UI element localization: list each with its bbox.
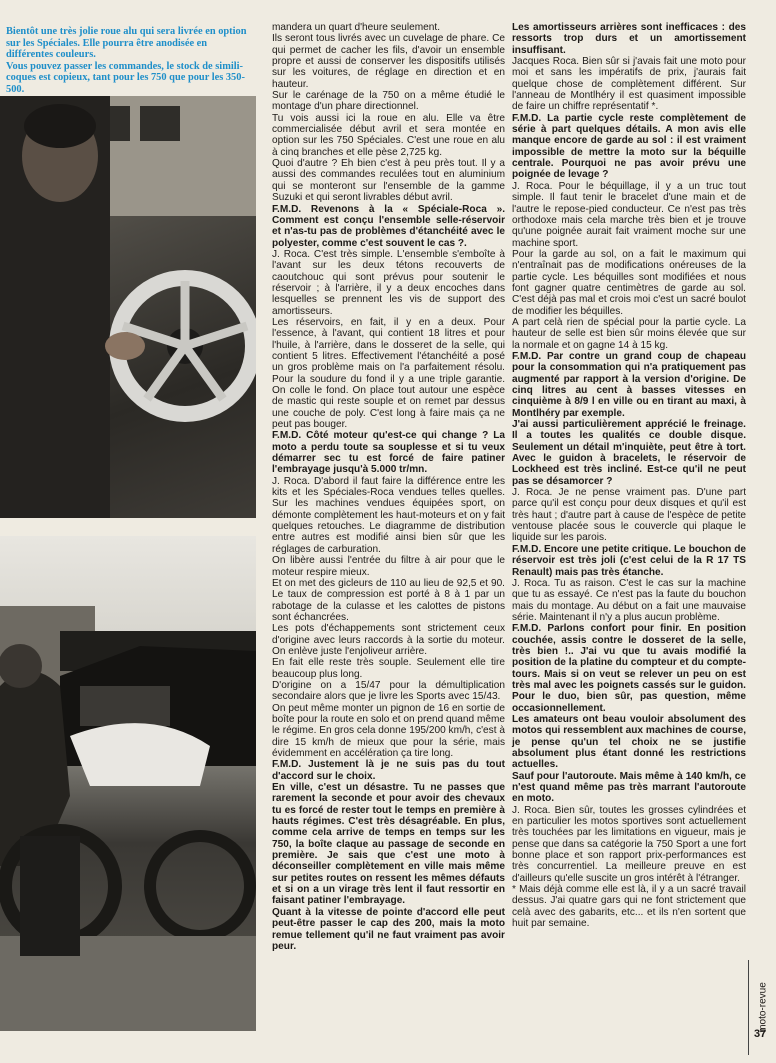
- paragraph: F.M.D. Côté moteur qu'est-ce qui change ? La moto a perdu toute sa souplesse et si tu veux démarrer sec tu est forcé de faire patiner l'embrayage jusqu'à 5.000 tr/mn.: [272, 430, 505, 476]
- photo-man-holding-wheel: [0, 96, 256, 518]
- paragraph: Quoi d'autre ? Eh bien c'est à peu près tout. Il y a aussi des commandes reculées tout en aluminium qui se monteront sur l'ensemble de la gamme Suzuki et qui seront livrables début avril.: [272, 158, 505, 204]
- paragraph: J. Roca. Je ne pense vraiment pas. D'une part parce qu'il est conçu pour deux disques et qu'il est très haut ; d'autre part à cause de l'espèce de petite ventouse placée sous le couvercle qui plaque le liquide sur les parois.: [512, 487, 746, 544]
- paragraph: En ville, c'est un désastre. Tu ne passes que rarement la seconde et pour avoir des chevaux tu es forcé de rester tout le temps en première à hauts régimes. C'est très désagréable. En plus, comme cela arrive de temps en temps sur les 750, la boîte claque au passage de seconde en première. Je sais que c'est une moto à déconseiller complètement en ville mais même sur petites routes on ressent les mêmes défauts et si on a un virage très lent il faut ressortir en faisant patiner l'embrayage.: [272, 782, 505, 907]
- paragraph: On libère aussi l'entrée du filtre à air pour que le moteur respire mieux.: [272, 555, 505, 578]
- paragraph: Tu vois aussi ici la roue en alu. Elle va être commercialisée début avril et sera montée en option sur les 750 Spéciales. C'est une roue en alu à cinq branches et elle pèse 2,725 kg.: [272, 112, 505, 158]
- photo-rider-on-motorcycle: [0, 536, 256, 1031]
- sidebar-rule: [748, 960, 749, 1055]
- article-column-3: [512, 22, 746, 930]
- magazine-name: moto-revue: [757, 982, 769, 1033]
- paragraph: F.M.D. Parlons confort pour finir. En position couchée, assis contre le dosseret de la selle, très bien !.. J'ai vu que tu avais modifié la position de la platine du compteur et du compte-tours. Mais si on veut se relever un peu on est très mal avec les poignets cassés sur le guidon. Pour le duo, bien sûr, pas question, même occasionnellement.: [512, 623, 746, 714]
- paragraph: Les amateurs ont beau vouloir absolument des motos qui ressemblent aux machines de course, je pense qu'un tel choix ne se justifie absolument plus étant donné les restrictions actuelles.: [512, 713, 746, 771]
- paragraph: Sauf pour l'autoroute. Mais même à 140 km/h, ce n'est quand même pas très marrant l'autoroute en moto.: [512, 770, 746, 805]
- paragraph: J'ai aussi particulièrement apprécié le freinage. Il a toutes les qualités ce double disque. Seulement un détail m'inquiète, peut être à tort. Avec le guidon à bracelets, le réservoir de Lockheed est très incliné. Est-ce qu'il ne peut pas se désamorcer ?: [512, 419, 746, 487]
- motorcycle-photo-illustration: [0, 536, 256, 1031]
- caption-line-1: Bientôt une très jolie roue alu qui sera livrée en option sur les Spéciales. Elle pourra être anodisée en différentes couleurs.: [6, 26, 247, 61]
- article-column-2: [272, 22, 505, 952]
- wheel-photo-illustration: [0, 96, 256, 518]
- paragraph: Quant à la vitesse de pointe d'accord elle peut peut-être passer le cap des 200, mais la moto remue tellement qu'il ne faut vraiment pas avoir peur.: [272, 906, 505, 952]
- paragraph: Les amortisseurs arrières sont inefficaces : des ressorts trop durs et un amortissement insuffisant.: [512, 22, 746, 56]
- paragraph: J. Roca. Bien sûr, toutes les grosses cylindrées et en particulier les motos sportives sont actuellement très touchées par les limitations en vigueur, mais je pense que dans sa catégorie la 750 Sport a une fort bonne place et son rapport prix-performances est très concurrentiel. La meilleure preuve en est d'ailleurs qu'elle suscite un gros intérêt à l'étranger.: [512, 804, 746, 884]
- paragraph: * Mais déjà comme elle est là, il y a un sacré travail dessus. J'ai quatre gars qui ne font strictement que celà avec des gabarits, etc... et ils n'en sortent que huit par semaine.: [512, 884, 746, 930]
- paragraph: mandera un quart d'heure seulement.: [272, 22, 441, 33]
- paragraph: Et on met des gicleurs de 110 au lieu de 92,5 et 90. Le taux de compression est porté à 8 à 1 par un rabotage de la culasse et les calottes de pistons sont échancrées.: [272, 577, 505, 623]
- paragraph: J. Roca. Tu as raison. C'est le cas sur la machine que tu as essayé. Ce n'est pas la faute du bouchon mais du montage. Au début on a fait une mauvaise série. Maintenant il n'y a plus aucun problème.: [512, 577, 746, 623]
- paragraph: F.M.D. Par contre un grand coup de chapeau pour la consommation qui n'a pratiquement pas augmenté par rapport à la version d'origine. De cinq litres au cent à basses vitesses en cinquième à 8/9 l en ville ou en tirant au maxi, à Montlhéry par exemple.: [512, 350, 746, 419]
- paragraph: Pour la garde au sol, on a fait le maximum qui n'entraînait pas de modifications onéreuses de la partie cycle. Les béquilles sont modifiées et nous font gagner quatre centimètres de garde au sol. C'est déjà pas mal et crois moi c'est un sacré boulot de modifier les béquilles.: [512, 248, 746, 317]
- paragraph: J. Roca. D'abord il faut faire la différence entre les kits et les Spéciales-Roca vendues telles quelles. Sur les machines vendues équipées sport, on démonte complètement les haut-moteurs et on y fait quelques retouches. Le diagramme de distribution entre autres est modifié ainsi bien sûr que les réglages de carburation.: [272, 475, 505, 555]
- paragraph: Jacques Roca. Bien sûr si j'avais fait une moto pour moi et sans les impératifs de prix, j'aurais fait quelque chose de complètement différent. Sur l'anneau de Montlhéry il est quasiment impossible de faire un chiffre représentatif *.: [512, 56, 746, 113]
- paragraph: Les pots d'échappements sont strictement ceux d'origine avec leurs raccords à la sortie du moteur. On enlève juste l'enjoliveur arrière.: [272, 623, 505, 657]
- paragraph: F.M.D. Encore une petite critique. Le bouchon de réservoir est très joli (c'est celui de la R 17 TS Renault) mais pas très étanche.: [512, 543, 746, 578]
- paragraph: A part celà rien de spécial pour la partie cycle. La hauteur de selle est bien sûr moins élevée que sur la normale et on gagne 14 à 15 kg.: [512, 316, 746, 351]
- paragraph: F.M.D. Revenons à la « Spéciale-Roca ». Comment est conçu l'ensemble selle-réservoir et n'as-tu pas de problèmes d'étanchéité avec le polyester, comme c'est souvent le cas ?.: [272, 203, 505, 249]
- caption-line-2: Vous pouvez passer les commandes, le stock de simili-coques est copieux, tant pour les 750 que pour les 350-500.: [6, 60, 245, 95]
- paragraph: Ils seront tous livrés avec un cuvelage de phare. Ce qui permet de cacher les fils, d'avoir un ensemble propre et aussi de conserver les dispositifs utilisés sur les voitures, de réglage en direction et en hauteur.: [272, 33, 505, 90]
- paragraph: D'origine on a 15/47 pour la démultiplication secondaire alors que je livre les Sports avec 15/43.: [272, 679, 505, 703]
- paragraph: Sur le carénage de la 750 on a même étudié le montage d'un phare directionnel.: [272, 90, 505, 113]
- paragraph: F.M.D. La partie cycle reste complètement de série à part quelques détails. A mon avis elle manque encore de garde au sol : il est vraiment impossible de mettre la moto sur la béquille centrale. Pourquoi ne pas avoir prévu une poignée de levage ?: [512, 112, 746, 181]
- paragraph: Les réservoirs, en fait, il y en a deux. Pour l'essence, à l'avant, qui contient 18 litres et pour l'huile, à l'arrière, dans le dosseret de la selle, qui contient 5 litres. Effectivement l'étanchéité a posé un gros problème mais on l'a parfaitement résolu. Pour la soudure du fond il y a une triple garantie. On colle le fond. On place tout autour une espèce de mastic qui reste souple et on remet par dessus une couche de poly. C'est long à faire mais ça ne peut pas bouger.: [272, 316, 505, 431]
- page-number: 37: [754, 1028, 767, 1040]
- photo-caption: [6, 26, 256, 96]
- paragraph: On peut même monter un pignon de 16 en sortie de boîte pour la route en solo et on prend quand même le régime. En gros cela donne 195/200 km/h, c'est à dire 15 km/h de mieux que pour la série, mais évidemment en accélération ça tire long.: [272, 702, 505, 759]
- paragraph: F.M.D. Justement là je ne suis pas du tout d'accord sur le choix.: [272, 759, 505, 782]
- paragraph: J. Roca. C'est très simple. L'ensemble s'emboîte à l'avant sur les deux tétons recouverts de caoutchouc qui sont prévus pour soutenir le réservoir ; à l'arrière, il y a deux encoches dans lesquelles se prennent les vis de support des amortisseurs.: [272, 248, 505, 317]
- paragraph: En fait elle reste très souple. Seulement elle tire beaucoup plus long.: [272, 657, 505, 680]
- paragraph: J. Roca. Pour le béquillage, il y a un truc tout simple. Il faut tenir le bracelet d'une main et de l'autre le repose-pied conducteur. Ce n'est pas très orthodoxe mais cela marche très bien et je trouve qu'une poignée aurait fait vraiment moche sur une machine sport.: [512, 180, 746, 249]
